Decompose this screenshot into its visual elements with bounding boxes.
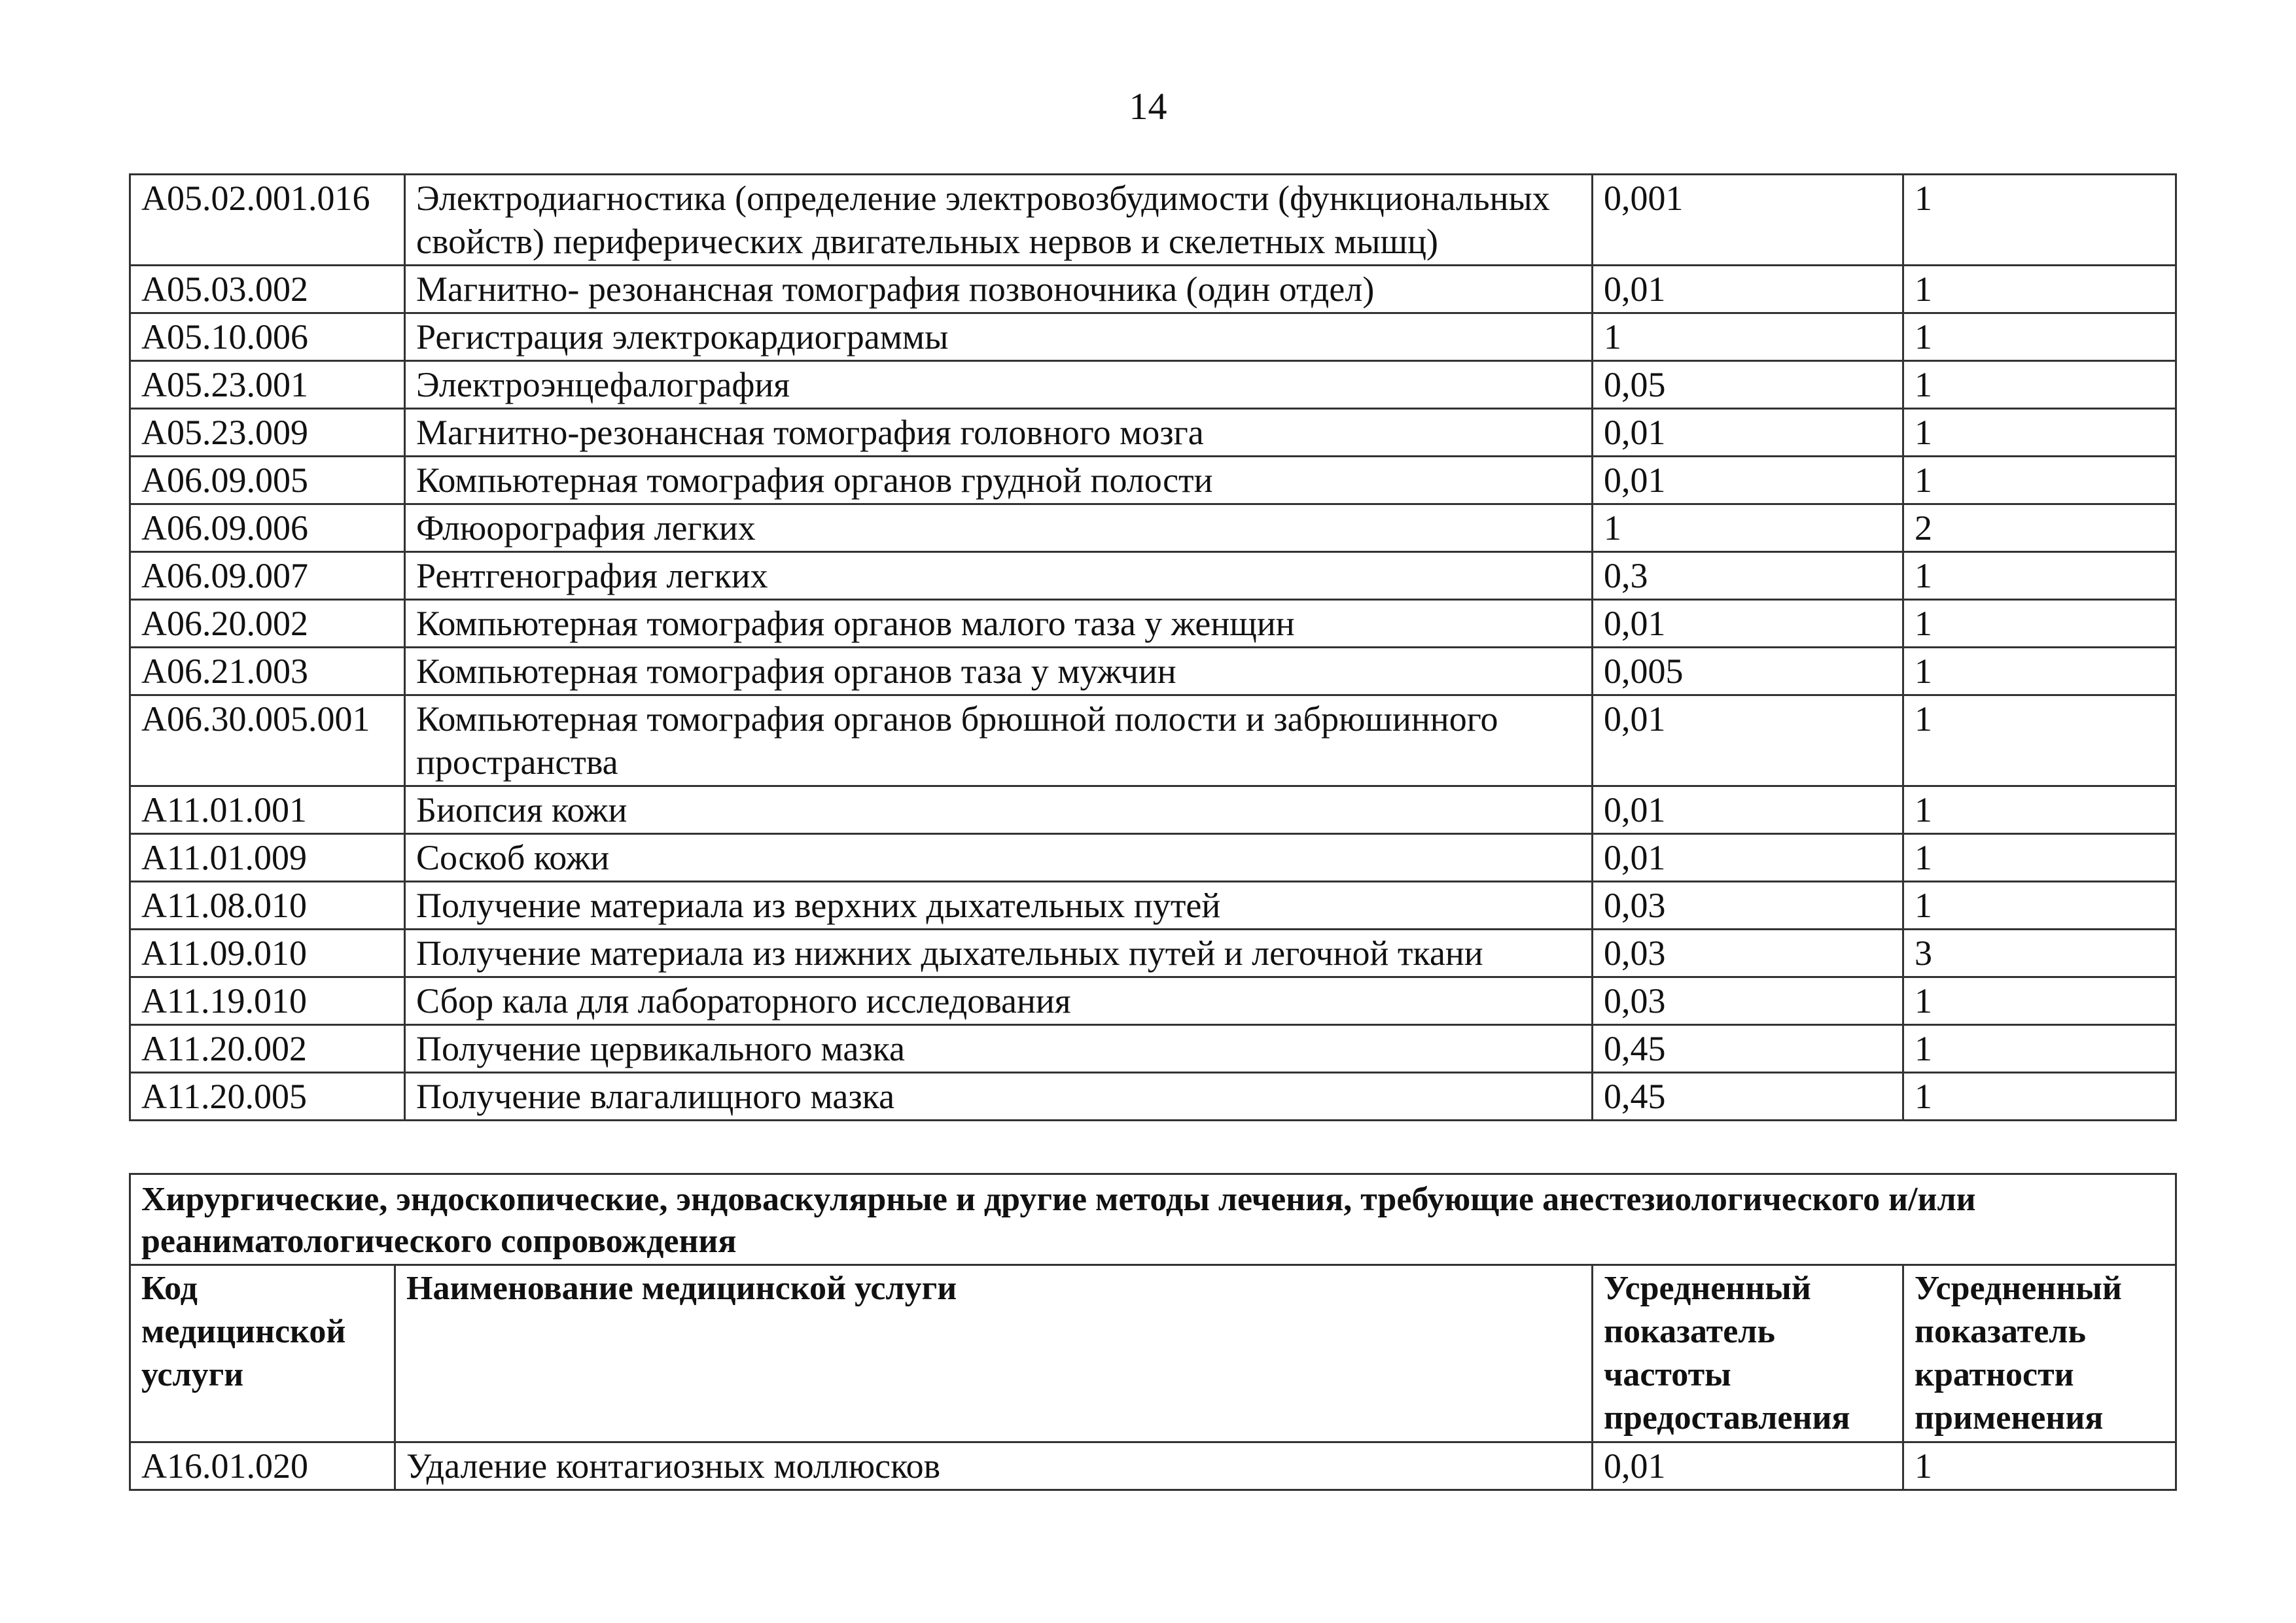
service-code: A06.09.007 (130, 552, 405, 600)
frequency-value: 0,45 (1593, 1073, 1903, 1121)
service-code: A11.01.001 (130, 786, 405, 834)
service-name: Компьютерная томография органов грудной полости (405, 457, 1593, 504)
service-name: Получение материала из нижних дыхательных путей и легочной ткани (405, 930, 1593, 977)
multiplicity-value: 1 (1903, 361, 2176, 409)
surgical-services-table (129, 1173, 2177, 1491)
service-code: A05.10.006 (130, 313, 405, 361)
service-code: A05.03.002 (130, 266, 405, 313)
frequency-value: 0,3 (1593, 552, 1903, 600)
service-code: A06.09.006 (130, 504, 405, 552)
service-code: A11.01.009 (130, 834, 405, 882)
service-code: A11.09.010 (130, 930, 405, 977)
service-code: A11.19.010 (130, 977, 405, 1025)
table-row (130, 834, 2176, 882)
frequency-value: 0,01 (1593, 834, 1903, 882)
frequency-value: 1 (1593, 313, 1903, 361)
frequency-value: 1 (1593, 504, 1903, 552)
frequency-value: 0,001 (1593, 175, 1903, 266)
table-row (130, 409, 2176, 457)
page-number: 14 (1129, 85, 1167, 128)
multiplicity-value: 1 (1903, 786, 2176, 834)
service-name: Электроэнцефалография (405, 361, 1593, 409)
service-code: A06.21.003 (130, 648, 405, 695)
frequency-value: 0,005 (1593, 648, 1903, 695)
service-code: A05.23.009 (130, 409, 405, 457)
header-row (130, 1265, 2176, 1442)
service-code: A16.01.020 (130, 1442, 395, 1490)
service-name: Компьютерная томография органов малого таза у женщин (405, 600, 1593, 648)
frequency-value: 0,01 (1593, 600, 1903, 648)
service-code: A05.02.001.016 (130, 175, 405, 266)
service-name: Получение цервикального мазка (405, 1025, 1593, 1073)
table-row (130, 977, 2176, 1025)
frequency-value: 0,01 (1593, 409, 1903, 457)
frequency-value: 0,01 (1593, 695, 1903, 786)
multiplicity-value: 1 (1903, 834, 2176, 882)
service-code: A11.20.002 (130, 1025, 405, 1073)
service-name: Биопсия кожи (405, 786, 1593, 834)
service-name: Получение материала из верхних дыхательных путей (405, 882, 1593, 930)
multiplicity-value: 1 (1903, 175, 2176, 266)
header-code: Код медицинской услуги (130, 1265, 395, 1442)
frequency-value: 0,03 (1593, 882, 1903, 930)
service-code: A06.30.005.001 (130, 695, 405, 786)
multiplicity-value: 1 (1903, 409, 2176, 457)
frequency-value: 0,01 (1593, 1442, 1903, 1490)
table-row (130, 882, 2176, 930)
service-name: Компьютерная томография органов брюшной полости и забрюшинного пространства (405, 695, 1593, 786)
table-row (130, 1025, 2176, 1073)
multiplicity-value: 1 (1903, 600, 2176, 648)
table-row (130, 552, 2176, 600)
header-multiplicity: Усредненный показатель кратности применения (1903, 1265, 2176, 1442)
section-title-row (130, 1174, 2176, 1265)
multiplicity-value: 1 (1903, 695, 2176, 786)
table-row (130, 457, 2176, 504)
service-code: A06.20.002 (130, 600, 405, 648)
frequency-value: 0,45 (1593, 1025, 1903, 1073)
frequency-value: 0,01 (1593, 786, 1903, 834)
table-row (130, 648, 2176, 695)
table-row (130, 1073, 2176, 1121)
multiplicity-value: 2 (1903, 504, 2176, 552)
section-title: Хирургические, эндоскопические, эндоваскулярные и другие методы лечения, требующие анестезиологического и/или реаниматологического сопровождения (130, 1174, 2176, 1265)
multiplicity-value: 1 (1903, 882, 2176, 930)
service-name: Магнитно- резонансная томография позвоночника (один отдел) (405, 266, 1593, 313)
frequency-value: 0,03 (1593, 977, 1903, 1025)
service-name: Компьютерная томография органов таза у мужчин (405, 648, 1593, 695)
service-name: Сбор кала для лабораторного исследования (405, 977, 1593, 1025)
table-row (130, 1442, 2176, 1490)
service-name: Получение влагалищного мазка (405, 1073, 1593, 1121)
service-name: Регистрация электрокардиограммы (405, 313, 1593, 361)
multiplicity-value: 1 (1903, 1073, 2176, 1121)
service-code: A06.09.005 (130, 457, 405, 504)
table-row (130, 930, 2176, 977)
multiplicity-value: 1 (1903, 977, 2176, 1025)
service-name: Рентгенография легких (405, 552, 1593, 600)
frequency-value: 0,01 (1593, 457, 1903, 504)
multiplicity-value: 1 (1903, 457, 2176, 504)
header-name: Наименование медицинской услуги (395, 1265, 1593, 1442)
multiplicity-value: 1 (1903, 313, 2176, 361)
service-name: Удаление контагиозных моллюсков (395, 1442, 1593, 1490)
table-row (130, 266, 2176, 313)
service-code: A11.20.005 (130, 1073, 405, 1121)
multiplicity-value: 1 (1903, 1025, 2176, 1073)
service-name: Электродиагностика (определение электровозбудимости (функциональных свойств) периферических двигательных нервов и скелетных мышц) (405, 175, 1593, 266)
table-row (130, 175, 2176, 266)
multiplicity-value: 1 (1903, 1442, 2176, 1490)
service-name: Магнитно-резонансная томография головного мозга (405, 409, 1593, 457)
header-frequency: Усредненный показатель частоты предоставления (1593, 1265, 1903, 1442)
services-table (129, 173, 2177, 1121)
service-name: Флюорография легких (405, 504, 1593, 552)
multiplicity-value: 1 (1903, 552, 2176, 600)
frequency-value: 0,03 (1593, 930, 1903, 977)
table-row (130, 695, 2176, 786)
table-row (130, 600, 2176, 648)
multiplicity-value: 3 (1903, 930, 2176, 977)
service-code: A05.23.001 (130, 361, 405, 409)
table-row (130, 786, 2176, 834)
multiplicity-value: 1 (1903, 648, 2176, 695)
table-row (130, 361, 2176, 409)
frequency-value: 0,05 (1593, 361, 1903, 409)
frequency-value: 0,01 (1593, 266, 1903, 313)
table-row (130, 504, 2176, 552)
table-row (130, 313, 2176, 361)
service-code: A11.08.010 (130, 882, 405, 930)
multiplicity-value: 1 (1903, 266, 2176, 313)
service-name: Соскоб кожи (405, 834, 1593, 882)
